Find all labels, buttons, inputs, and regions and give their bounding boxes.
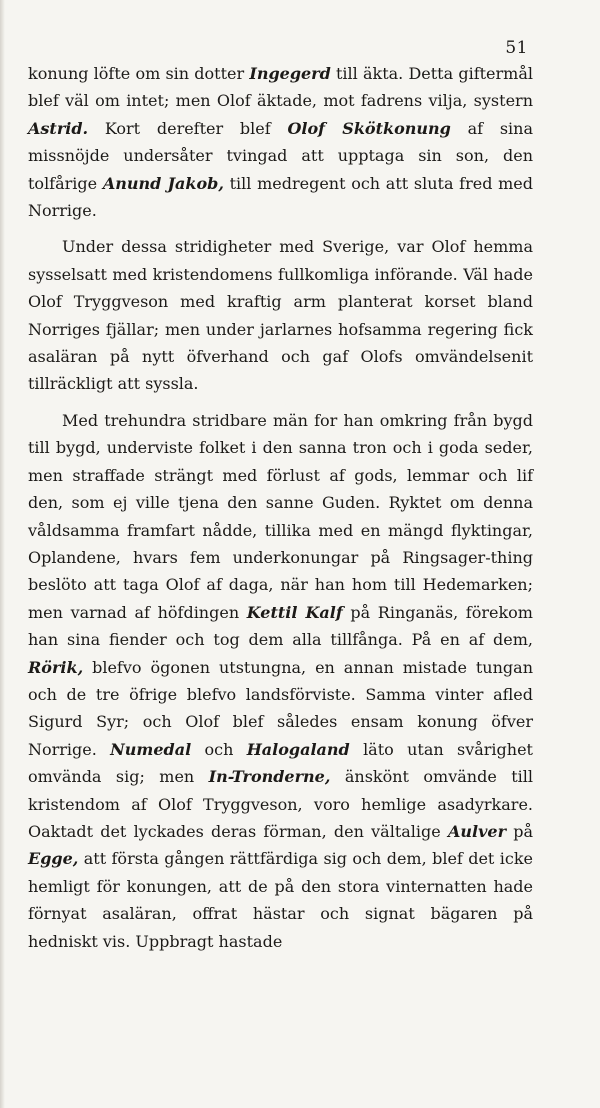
emphasized-name: Egge, <box>28 849 79 869</box>
text-run: till äkta. Detta giftermål blef väl om intet; men Olof äktade, mot fadrens vilja, systern <box>28 64 533 111</box>
emphasized-name: Ingegerd <box>249 64 331 83</box>
page-edge-shadow <box>0 0 5 1108</box>
text-run: att första gången rättfärdiga sig och dem, blef det icke hemligt för konungen, att de på den stora vinternatten hade förnyat asaläran, offrat hästar och signat bägaren på hedniskt vis. Uppbragt hastade <box>28 849 533 951</box>
text-run: på <box>506 821 533 841</box>
page-number: 51 <box>505 38 528 58</box>
text-run: läto utan svårighet omvända sig; men <box>28 739 533 787</box>
emphasized-name: In-Tronderne, <box>208 767 331 787</box>
body-text <box>28 60 533 955</box>
text-run: Med trehundra stridbare män for han omkring från bygd till bygd, underviste folket i den sanna tron och i goda seder, men straffade strängt med förlust af gods, lemmar och lif den, som ej ville tjena den sanne Guden. Ryktet om denna våldsamma framfart nådde, tillika med en mängd flyktingar, Oplandene, hvars fem underkonungar på Ringsager-thing beslöto att taga Olof af daga, när han hom till Hedemarken; men varnad af höfdingen <box>28 410 533 622</box>
emphasized-name: Olof Skötkonung <box>287 118 451 138</box>
emphasized-name: Halogaland <box>246 739 350 759</box>
text-run: konung löfte om sin dotter <box>28 64 250 83</box>
text-run: af sina missnöjde undersåter tvingad att upptaga sin son, den tolfårige <box>28 118 534 193</box>
text-run: Kort derefter blef <box>88 118 288 138</box>
text-run: blefvo ögonen utstungna, en annan mistade tungan och de tre öfrige blefvo landsförviste. Samma vinter afled Sigurd Syr; och Olof blef således ensam konung öfver Norrige. <box>28 657 533 759</box>
text-run: Under dessa stridigheter med Sverige, var Olof hemma sysselsatt med kristendomens fullkomliga införande. Väl hade Olof Tryggveson med kraftig arm planterat korset bland Norriges fjällar; men under jarlarnes hofsamma regering fick asaläran på nytt öfverhand och gaf Olofs omvändelsenit tillräckligt att syssla. <box>28 237 533 394</box>
text-run: änskönt omvände till kristendom af Olof Tryggveson, voro hemlige asadyrkare. Oaktadt det lyckades deras förman, den vältalige <box>28 767 533 841</box>
paragraph-3 <box>28 407 533 955</box>
emphasized-name: Numedal <box>110 739 192 759</box>
emphasized-name: Kettil Kalf <box>246 602 343 622</box>
text-run: på Ringanäs, förekom han sina fiender och tog dem alla tillfånga. På en af dem, <box>28 602 533 650</box>
emphasized-name: Rörik, <box>28 657 84 677</box>
emphasized-name: Aulver <box>447 821 506 841</box>
text-run: till medregent och att sluta fred med Norrige. <box>28 173 534 221</box>
emphasized-name: Astrid. <box>28 118 89 138</box>
paragraph-1 <box>28 60 533 224</box>
text-run: och <box>191 739 247 759</box>
emphasized-name: Anund Jakob, <box>102 173 224 193</box>
paragraph-2 <box>28 233 533 397</box>
